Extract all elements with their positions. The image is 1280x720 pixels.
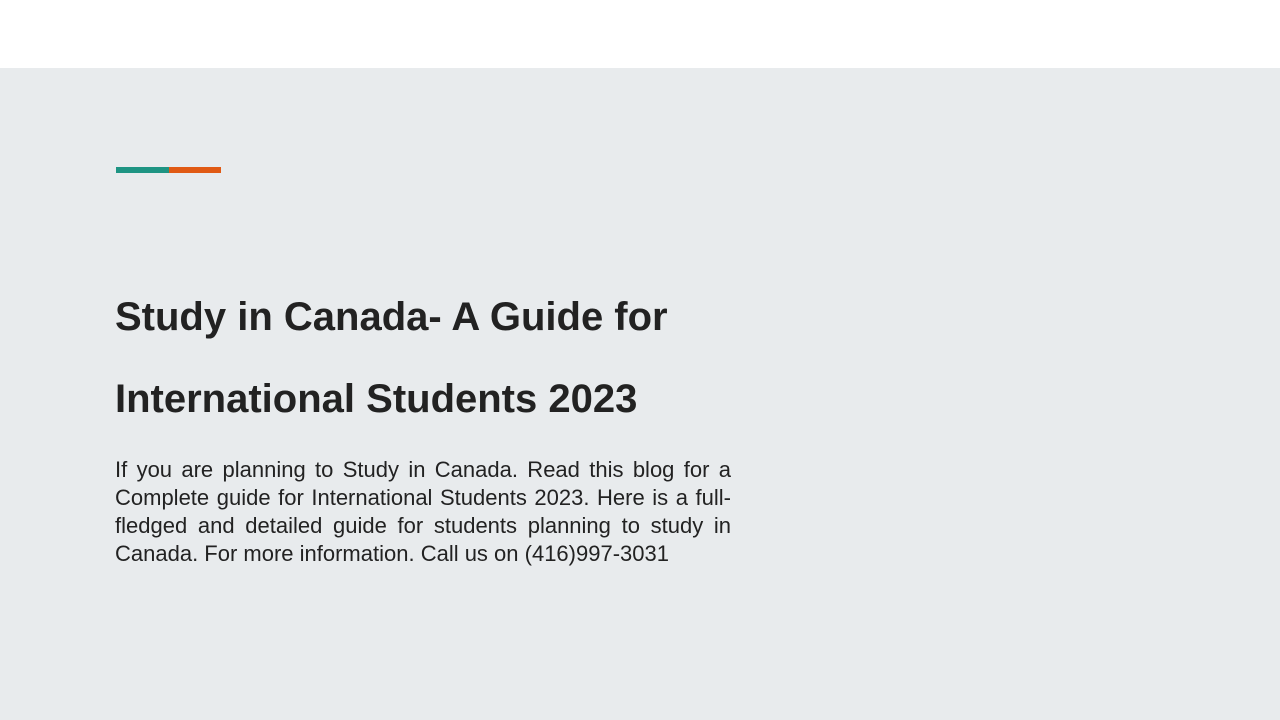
accent-bar-teal <box>116 167 169 173</box>
slide-title <box>115 276 755 440</box>
accent-bar <box>116 167 221 173</box>
accent-bar-orange <box>169 167 221 173</box>
slide-title-line-2: International Students 2023 <box>115 377 638 421</box>
slide <box>0 68 1280 720</box>
slide-title-line-1: Study in Canada- A Guide for <box>115 295 668 339</box>
top-band <box>0 0 1280 68</box>
slide-body-text: If you are planning to Study in Canada. Read this blog for a Complete guide for International Students 2023. Here is a full-fledged and detailed guide for students planning to study in Canada. For more information. Call us on (416)997-3031 <box>115 457 731 566</box>
